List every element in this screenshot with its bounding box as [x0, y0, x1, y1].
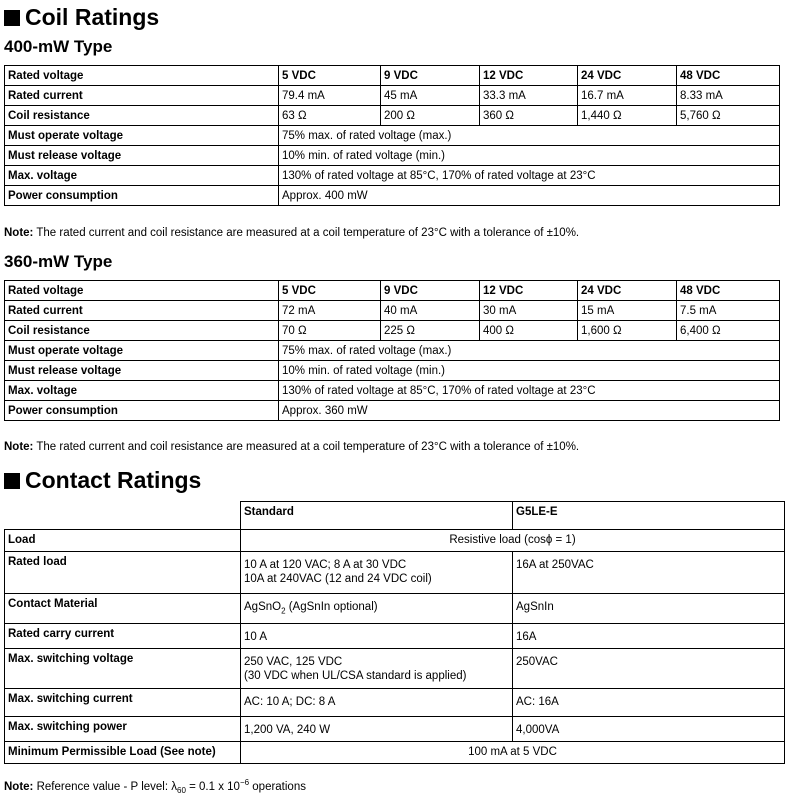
- table-row: Power consumption Approx. 360 mW: [5, 401, 780, 421]
- table-row: Must release voltage 10% min. of rated voltage (min.): [5, 146, 780, 166]
- table-row: Must release voltage 10% min. of rated voltage (min.): [5, 361, 780, 381]
- type-400-heading: 400-mW Type: [4, 37, 113, 56]
- table-row: Max. voltage 130% of rated voltage at 85°C, 170% of rated voltage at 23°C: [5, 166, 780, 186]
- table-row: Must operate voltage 75% max. of rated voltage (max.): [5, 341, 780, 361]
- table-row: Load Resistive load (cosϕ = 1): [5, 530, 785, 552]
- table-row: Max. voltage 130% of rated voltage at 85°C, 170% of rated voltage at 23°C: [5, 381, 780, 401]
- table-row: Standard G5LE-E: [5, 502, 785, 530]
- square-bullet-icon: [4, 10, 20, 26]
- table-row: Max. switching voltage 250 VAC, 125 VDC (30 VDC when UL/CSA standard is applied) 250VAC: [5, 649, 785, 689]
- coil-ratings-heading: Coil Ratings: [4, 4, 159, 30]
- table-row: Power consumption Approx. 400 mW: [5, 186, 780, 206]
- table-row: Rated voltage 5 VDC 9 VDC 12 VDC 24 VDC 48 VDC: [5, 66, 780, 86]
- square-bullet-icon: [4, 473, 20, 489]
- contact-table: [4, 501, 785, 764]
- table-row: Rated carry current 10 A 16A: [5, 624, 785, 649]
- table-row: Rated current 79.4 mA 45 mA 33.3 mA 16.7 mA 8.33 mA: [5, 86, 780, 106]
- table-row: Max. switching power 1,200 VA, 240 W 4,000VA: [5, 717, 785, 742]
- table-row: Must operate voltage 75% max. of rated voltage (max.): [5, 126, 780, 146]
- table-row: Minimum Permissible Load (See note) 100 mA at 5 VDC: [5, 742, 785, 764]
- contact-note: Note: Reference value - P level: $\lambda_{60} = 0.1$ x $10^{-6}$ operations: [4, 778, 306, 796]
- coil-400-note: Note: The rated current and coil resistance are measured at a coil temperature of 23°C with a tolerance of ±10%.: [4, 227, 580, 239]
- coil-table-400: [4, 65, 780, 206]
- table-row: Coil resistance 63 Ω 200 Ω 360 Ω 1,440 Ω 5,760 Ω: [5, 106, 780, 126]
- table-row: Rated voltage 5 VDC 9 VDC 12 VDC 24 VDC 48 VDC: [5, 281, 780, 301]
- type-360-heading: 360-mW Type: [4, 252, 113, 271]
- table-row: Max. switching current AC: 10 A; DC: 8 A AC: 16A: [5, 689, 785, 717]
- table-row: Rated load 10 A at 120 VAC; 8 A at 30 VDC 10A at 240VAC (12 and 24 VDC coil) 16A at 250VAC: [5, 552, 785, 594]
- contact-ratings-heading: Contact Ratings: [4, 467, 201, 493]
- coil-table-360: [4, 280, 780, 421]
- table-row: Contact Material AgSnO$_2$ (AgSnIn optional) AgSnIn: [5, 594, 785, 624]
- coil-360-note: Note: The rated current and coil resistance are measured at a coil temperature of 23°C with a tolerance of ±10%.: [4, 441, 580, 453]
- table-row: Coil resistance 70 Ω 225 Ω 400 Ω 1,600 Ω 6,400 Ω: [5, 321, 780, 341]
- table-row: Rated current 72 mA 40 mA 30 mA 15 mA 7.5 mA: [5, 301, 780, 321]
